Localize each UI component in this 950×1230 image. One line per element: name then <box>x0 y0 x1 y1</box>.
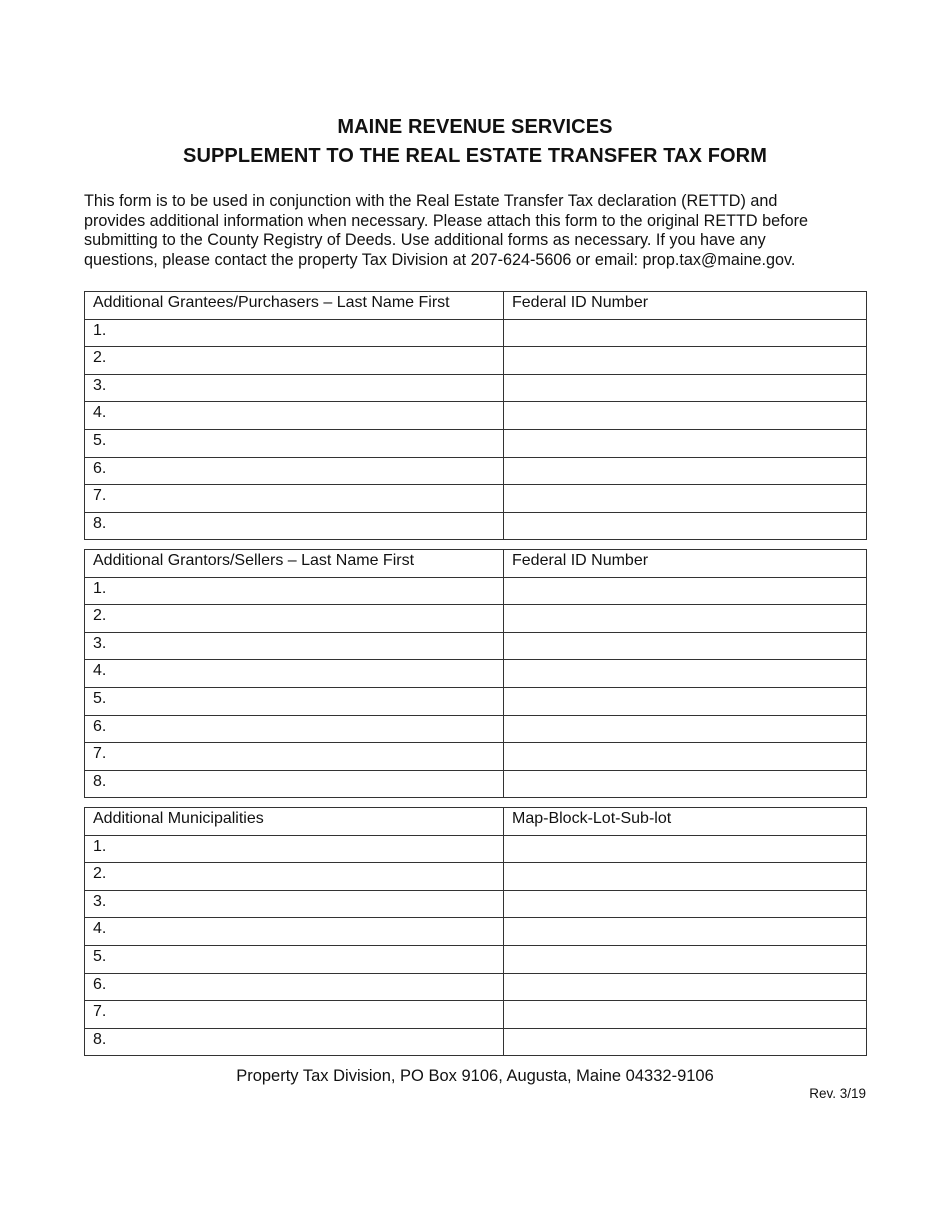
form-title: SUPPLEMENT TO THE REAL ESTATE TRANSFER TAX FORM <box>183 145 767 167</box>
column-header: Federal ID Number <box>504 550 867 578</box>
map-block-lot-field[interactable] <box>504 973 867 1001</box>
name-entry-field[interactable]: 2. <box>85 863 504 891</box>
table-row <box>85 457 867 485</box>
federal-id-field[interactable] <box>504 632 867 660</box>
federal-id-field[interactable] <box>504 429 867 457</box>
table-row <box>85 512 867 540</box>
instructions-line: This form is to be used in conjunction with the Real Estate Transfer Tax declaration (RETTD) and <box>84 192 778 210</box>
name-entry-field[interactable]: 4. <box>85 918 504 946</box>
table-row <box>85 687 867 715</box>
instructions-line: provides additional information when necessary. Please attach this form to the original RETTD before <box>84 211 809 230</box>
name-entry-field[interactable]: 1. <box>85 835 504 863</box>
footer-address: Property Tax Division, PO Box 9106, Augusta, Maine 04332-9106 <box>236 1067 714 1085</box>
instructions-paragraph <box>84 192 874 270</box>
table-row <box>85 429 867 457</box>
table-row <box>85 1028 867 1056</box>
name-entry-field[interactable]: 5. <box>85 945 504 973</box>
table-header-row <box>85 292 867 320</box>
map-block-lot-field[interactable] <box>504 1028 867 1056</box>
table-row <box>85 1001 867 1029</box>
federal-id-field[interactable] <box>504 743 867 771</box>
name-entry-field[interactable]: 7. <box>85 743 504 771</box>
table-header-row <box>85 808 867 836</box>
name-entry-field[interactable]: 8. <box>85 512 504 540</box>
federal-id-field[interactable] <box>504 605 867 633</box>
name-entry-field[interactable]: 6. <box>85 973 504 1001</box>
map-block-lot-field[interactable] <box>504 945 867 973</box>
table-row <box>85 577 867 605</box>
revision-label: Rev. 3/19 <box>809 1086 866 1101</box>
federal-id-field[interactable] <box>504 770 867 798</box>
name-entry-field[interactable]: 7. <box>85 485 504 513</box>
federal-id-field[interactable] <box>504 457 867 485</box>
grantees-table <box>84 291 867 540</box>
name-entry-field[interactable]: 4. <box>85 402 504 430</box>
column-header: Additional Grantors/Sellers – Last Name First <box>85 550 504 578</box>
grantors-table <box>84 549 867 798</box>
table-row <box>85 973 867 1001</box>
table-row <box>85 347 867 375</box>
federal-id-field[interactable] <box>504 577 867 605</box>
federal-id-field[interactable] <box>504 402 867 430</box>
table-row <box>85 890 867 918</box>
form-agency-title: MAINE REVENUE SERVICES <box>337 116 613 138</box>
table-row <box>85 770 867 798</box>
map-block-lot-field[interactable] <box>504 1001 867 1029</box>
federal-id-field[interactable] <box>504 347 867 375</box>
column-header: Map-Block-Lot-Sub-lot <box>504 808 867 836</box>
name-entry-field[interactable]: 7. <box>85 1001 504 1029</box>
map-block-lot-field[interactable] <box>504 863 867 891</box>
column-header: Federal ID Number <box>504 292 867 320</box>
name-entry-field[interactable]: 3. <box>85 374 504 402</box>
table-row <box>85 605 867 633</box>
federal-id-field[interactable] <box>504 319 867 347</box>
name-entry-field[interactable]: 5. <box>85 687 504 715</box>
map-block-lot-field[interactable] <box>504 918 867 946</box>
federal-id-field[interactable] <box>504 485 867 513</box>
name-entry-field[interactable]: 3. <box>85 890 504 918</box>
name-entry-field[interactable]: 2. <box>85 605 504 633</box>
municipalities-table <box>84 807 867 1056</box>
name-entry-field[interactable]: 5. <box>85 429 504 457</box>
table-row <box>85 632 867 660</box>
table-row <box>85 918 867 946</box>
name-entry-field[interactable]: 2. <box>85 347 504 375</box>
column-header: Additional Municipalities <box>85 808 504 836</box>
table-row <box>85 660 867 688</box>
federal-id-field[interactable] <box>504 660 867 688</box>
table-row <box>85 485 867 513</box>
name-entry-field[interactable]: 3. <box>85 632 504 660</box>
federal-id-field[interactable] <box>504 512 867 540</box>
name-entry-field[interactable]: 1. <box>85 319 504 347</box>
map-block-lot-field[interactable] <box>504 835 867 863</box>
table-row <box>85 402 867 430</box>
table-row <box>85 835 867 863</box>
table-row <box>85 945 867 973</box>
instructions-line: questions, please contact the property Tax Division at 207-624-5606 or email: prop.tax@maine.gov. <box>84 250 796 269</box>
federal-id-field[interactable] <box>504 715 867 743</box>
table-row <box>85 319 867 347</box>
table-header-row <box>85 550 867 578</box>
table-row <box>85 863 867 891</box>
name-entry-field[interactable]: 8. <box>85 1028 504 1056</box>
name-entry-field[interactable]: 8. <box>85 770 504 798</box>
column-header: Additional Grantees/Purchasers – Last Name First <box>85 292 504 320</box>
name-entry-field[interactable]: 6. <box>85 457 504 485</box>
map-block-lot-field[interactable] <box>504 890 867 918</box>
instructions-line: submitting to the County Registry of Deeds. Use additional forms as necessary. If you have any <box>84 231 766 250</box>
name-entry-field[interactable]: 6. <box>85 715 504 743</box>
federal-id-field[interactable] <box>504 374 867 402</box>
name-entry-field[interactable]: 1. <box>85 577 504 605</box>
federal-id-field[interactable] <box>504 687 867 715</box>
table-row <box>85 743 867 771</box>
table-row <box>85 374 867 402</box>
name-entry-field[interactable]: 4. <box>85 660 504 688</box>
table-row <box>85 715 867 743</box>
